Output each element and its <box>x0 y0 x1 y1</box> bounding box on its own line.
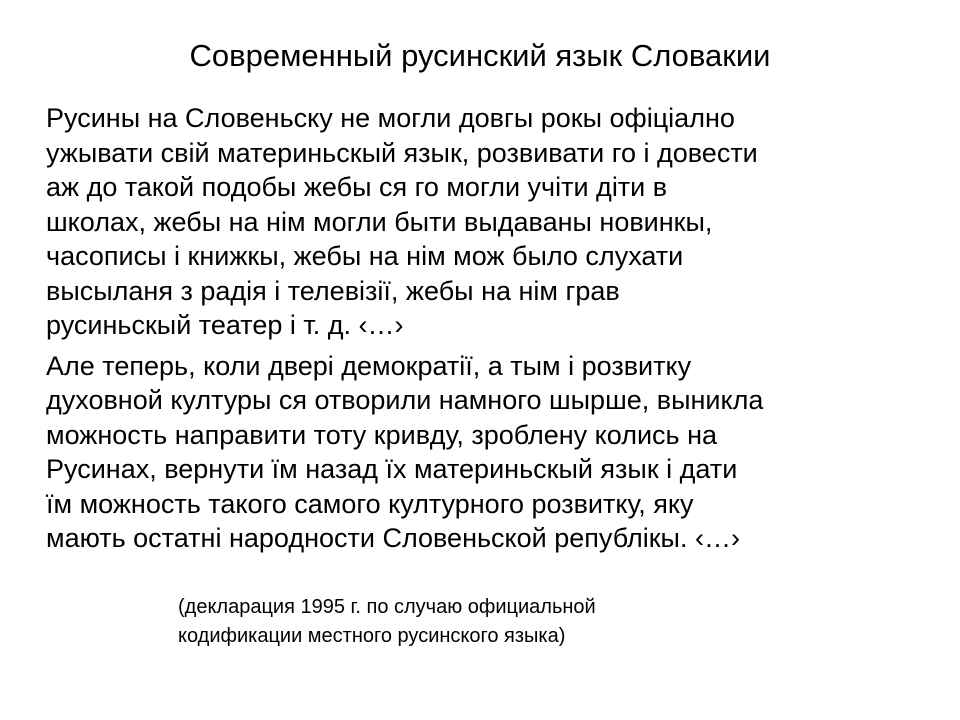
text-line: мають остатні народности Словеньской републікы. ‹…› <box>46 523 740 553</box>
slide-body <box>46 101 926 556</box>
text-line: русиньскый театер і т. д. ‹…› <box>46 310 404 340</box>
paragraph-2 <box>46 349 926 556</box>
text-line: духовной културы ся отворили намного шырше, выникла <box>46 385 764 415</box>
text-line: Але теперь, коли двері демократії, а тым і розвитку <box>46 350 692 381</box>
text-line: школах, жебы на нім могли быти выдаваны новинкы, <box>46 206 713 237</box>
slide-title: Современный русинский язык Словакии <box>189 38 771 73</box>
paragraph-1 <box>46 101 926 343</box>
text-line: ужывати свій материньскый язык, розвивати го і довести <box>46 137 758 168</box>
citation-line: (декларация 1995 г. по случаю официальной <box>178 596 596 618</box>
text-line: їм можность такого самого културного розвитку, яку <box>46 488 694 519</box>
text-line: аж до такой подобы жебы ся го могли учіти діти в <box>46 172 668 202</box>
text-line: часописы і книжкы, жебы на нім мож было слухати <box>46 241 684 271</box>
text-line: Русины на Словеньску не могли довгы рокы офіціално <box>46 103 735 133</box>
citation <box>178 593 878 651</box>
citation-line: кодификации местного русинского языка) <box>178 625 566 647</box>
text-line: высыланя з радія і телевізії, жебы на нім грав <box>46 275 620 306</box>
text-line: Русинах, вернути їм назад їх материньскый язык і дати <box>46 454 738 484</box>
text-line: можность направити тоту кривду, зроблену колись на <box>46 419 718 450</box>
